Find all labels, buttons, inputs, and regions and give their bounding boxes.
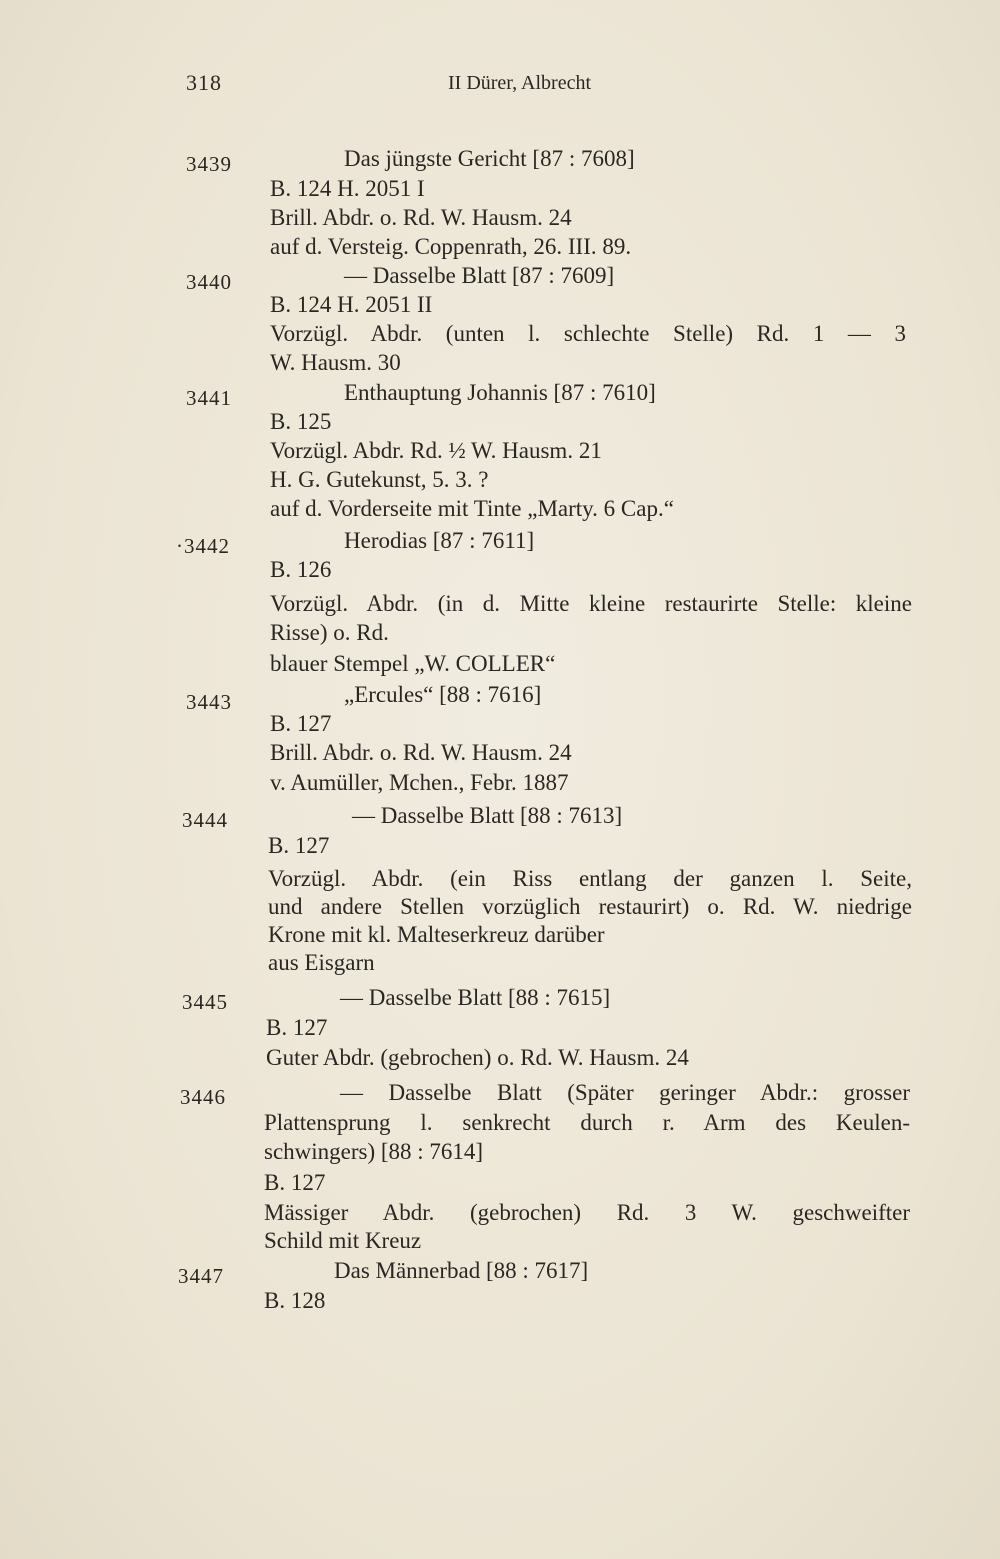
entry-line: B. 124 H. 2051 II — [270, 292, 433, 317]
entry-line: Krone mit kl. Malteserkreuz darüber — [268, 922, 605, 947]
entry-title: Das jüngste Gericht [87 : 7608] — [344, 146, 635, 171]
entry-line: schwingers) [88 : 7614] — [264, 1139, 484, 1164]
entry-line: Brill. Abdr. o. Rd. W. Hausm. 24 — [270, 740, 572, 765]
entry-line: Vorzügl. Abdr. (ein Riss entlang der ganzen l. Seite, — [268, 866, 912, 891]
entry-line: Brill. Abdr. o. Rd. W. Hausm. 24 — [270, 205, 572, 230]
page-header — [0, 70, 1000, 110]
entry-line: blauer Stempel „W. COLLER“ — [270, 651, 556, 676]
entry-title: — Dasselbe Blatt [88 : 7615] — [340, 985, 611, 1010]
entry-number: 3446 — [180, 1085, 226, 1109]
entry-title: Das Männerbad [88 : 7617] — [334, 1258, 589, 1283]
entry-title: — Dasselbe Blatt (Später geringer Abdr.: grosser — [340, 1080, 910, 1105]
entry-line: Vorzügl. Abdr. Rd. ½ W. Hausm. 21 — [270, 438, 602, 463]
entry-number: 3441 — [186, 386, 232, 410]
entry-line: B. 127 — [268, 833, 330, 858]
entry-line: v. Aumüller, Mchen., Febr. 1887 — [270, 770, 569, 795]
entry-line: B. 127 — [266, 1015, 328, 1040]
entry-title: Enthauptung Johannis [87 : 7610] — [344, 380, 656, 405]
entry-number: ·3442 — [176, 534, 230, 558]
entry-title: Herodias [87 : 7611] — [344, 528, 535, 553]
entry-number: 3444 — [182, 808, 228, 832]
entry-title: — Dasselbe Blatt [88 : 7613] — [352, 803, 623, 828]
entry-line: H. G. Gutekunst, 5. 3. ? — [270, 467, 489, 492]
entry-line: B. 127 — [264, 1170, 326, 1195]
entry-line: Guter Abdr. (gebrochen) o. Rd. W. Hausm. 24 — [266, 1045, 689, 1070]
entry-line: Risse) o. Rd. — [270, 620, 389, 645]
entry-line: B. 124 H. 2051 I — [270, 176, 425, 201]
entry-line: Plattensprung l. senkrecht durch r. Arm des Keulen- — [264, 1110, 910, 1135]
entry-line: auf d. Vorderseite mit Tinte „Marty. 6 Cap.“ — [270, 496, 674, 521]
entry-line: Vorzügl. Abdr. (in d. Mitte kleine restaurirte Stelle: kleine — [270, 591, 912, 616]
entry-number: 3445 — [182, 990, 228, 1014]
entry-line: Mässiger Abdr. (gebrochen) Rd. 3 W. geschweifter — [264, 1200, 910, 1225]
entry-line: B. 128 — [264, 1288, 326, 1313]
entry-line: B. 127 — [270, 711, 332, 736]
entry-number: 3439 — [186, 152, 232, 176]
entry-number: 3440 — [186, 270, 232, 294]
entry-line: W. Hausm. 30 — [270, 350, 401, 375]
page-number: 318 — [186, 70, 222, 95]
entry-number: 3447 — [178, 1264, 224, 1288]
entry-line: Vorzügl. Abdr. (unten l. schlechte Stelle) Rd. 1 — 3 — [270, 321, 906, 346]
entry-line: Schild mit Kreuz — [264, 1228, 422, 1253]
entry-title: „Ercules“ [88 : 7616] — [344, 682, 542, 707]
entry-line: auf d. Versteig. Coppenrath, 26. III. 89. — [270, 234, 632, 259]
entry-line: B. 126 — [270, 557, 332, 582]
entry-number: 3443 — [186, 690, 232, 714]
entry-line: und andere Stellen vorzüglich restaurirt) o. Rd. W. niedrige — [268, 894, 912, 919]
running-head: II Dürer, Albrecht — [448, 72, 592, 94]
entry-title: — Dasselbe Blatt [87 : 7609] — [344, 263, 615, 288]
entry-line: aus Eisgarn — [268, 950, 375, 975]
entry-line: B. 125 — [270, 409, 332, 434]
